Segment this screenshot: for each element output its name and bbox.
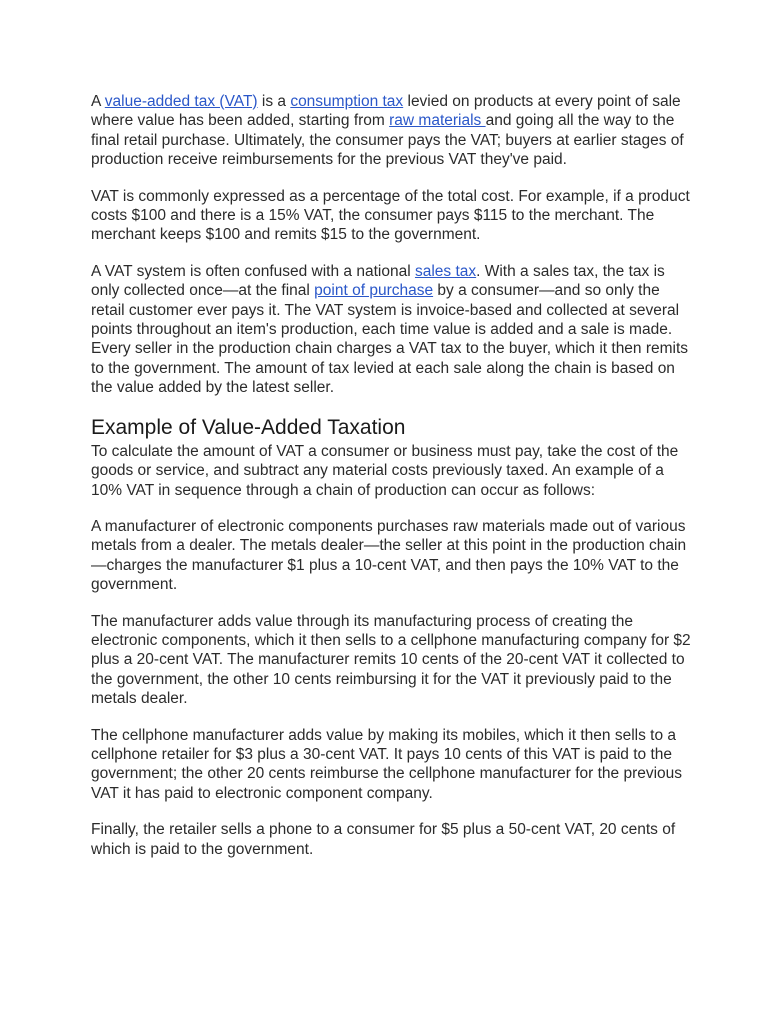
calculation-paragraph: To calculate the amount of VAT a consumer or business must pay, take the cost of the goods or service, and subtract any material costs previously taxed. An example of a 10% VAT in sequence through a chain of production can occur as follows:: [91, 442, 679, 499]
value-add-paragraph: The manufacturer adds value through its manufacturing process of creating the electronic components, which it then sells to a cellphone manufacturing company for $2 plus a 20-cent VAT. The manufacturer remits 10 cents of the 20-cent VAT it collected to the government, the other 10 cents reimbursing it for the VAT it previously paid to the metals dealer.: [91, 612, 691, 708]
sales-tax-comparison-paragraph: A VAT system is often confused with a national sales tax. With a sales tax, the tax is only collected once—at the final point of purchase by a consumer—and so only the retail customer ever pays it. The VAT system is invoice-based and collected at several points throughout an item's production, each time value is added and a sale is made. Every seller in the production chain charges a VAT tax to the buyer, which it then remits to the government. The amount of tax levied at each sale along the chain is based on the value added by the latest seller.: [91, 262, 689, 397]
link-consumption-tax[interactable]: consumption tax: [290, 93, 404, 110]
link-raw-materials[interactable]: raw materials: [389, 112, 486, 130]
section-heading: Example of Value-Added Taxation: [91, 415, 406, 439]
retailer-paragraph: Finally, the retailer sells a phone to a consumer for $5 plus a 50-cent VAT, 20 cents of which is paid to the government.: [91, 821, 676, 858]
link-sales-tax[interactable]: sales tax: [414, 262, 477, 280]
cellphone-manufacturer-paragraph: The cellphone manufacturer adds value by making its mobiles, which it then sells to a cellphone retailer for $3 plus a 30-cent VAT. It pays 10 cents of this VAT is paid to the government; the other 20 cents reimburse the cellphone manufacturer for the previous VAT it has paid to electronic component company.: [91, 726, 683, 802]
document-body: [91, 92, 691, 876]
link-point-of-purchase[interactable]: point of purchase: [314, 282, 434, 300]
vat-percentage-paragraph: VAT is commonly expressed as a percentage of the total cost. For example, if a product costs $100 and there is a 15% VAT, the consumer pays $115 to the merchant. The merchant keeps $100 and remits $15 to the government.: [91, 187, 690, 244]
link-value-added-tax[interactable]: value-added tax (VAT): [104, 93, 258, 110]
intro-paragraph: A value-added tax (VAT) is a consumption tax levied on products at every point of sale where value has been added, starting from raw materials and going all the way to the final retail purchase. Ultimately, the consumer pays the VAT; buyers at earlier stages of production receive reimbursements for the previous VAT they've paid.: [91, 93, 684, 169]
manufacturer-paragraph: A manufacturer of electronic components purchases raw materials made out of various metals from a dealer. The metals dealer—the seller at this point in the production chain—charges the manufacturer $1 plus a 10-cent VAT, and then pays the 10% VAT to the government.: [91, 517, 687, 594]
